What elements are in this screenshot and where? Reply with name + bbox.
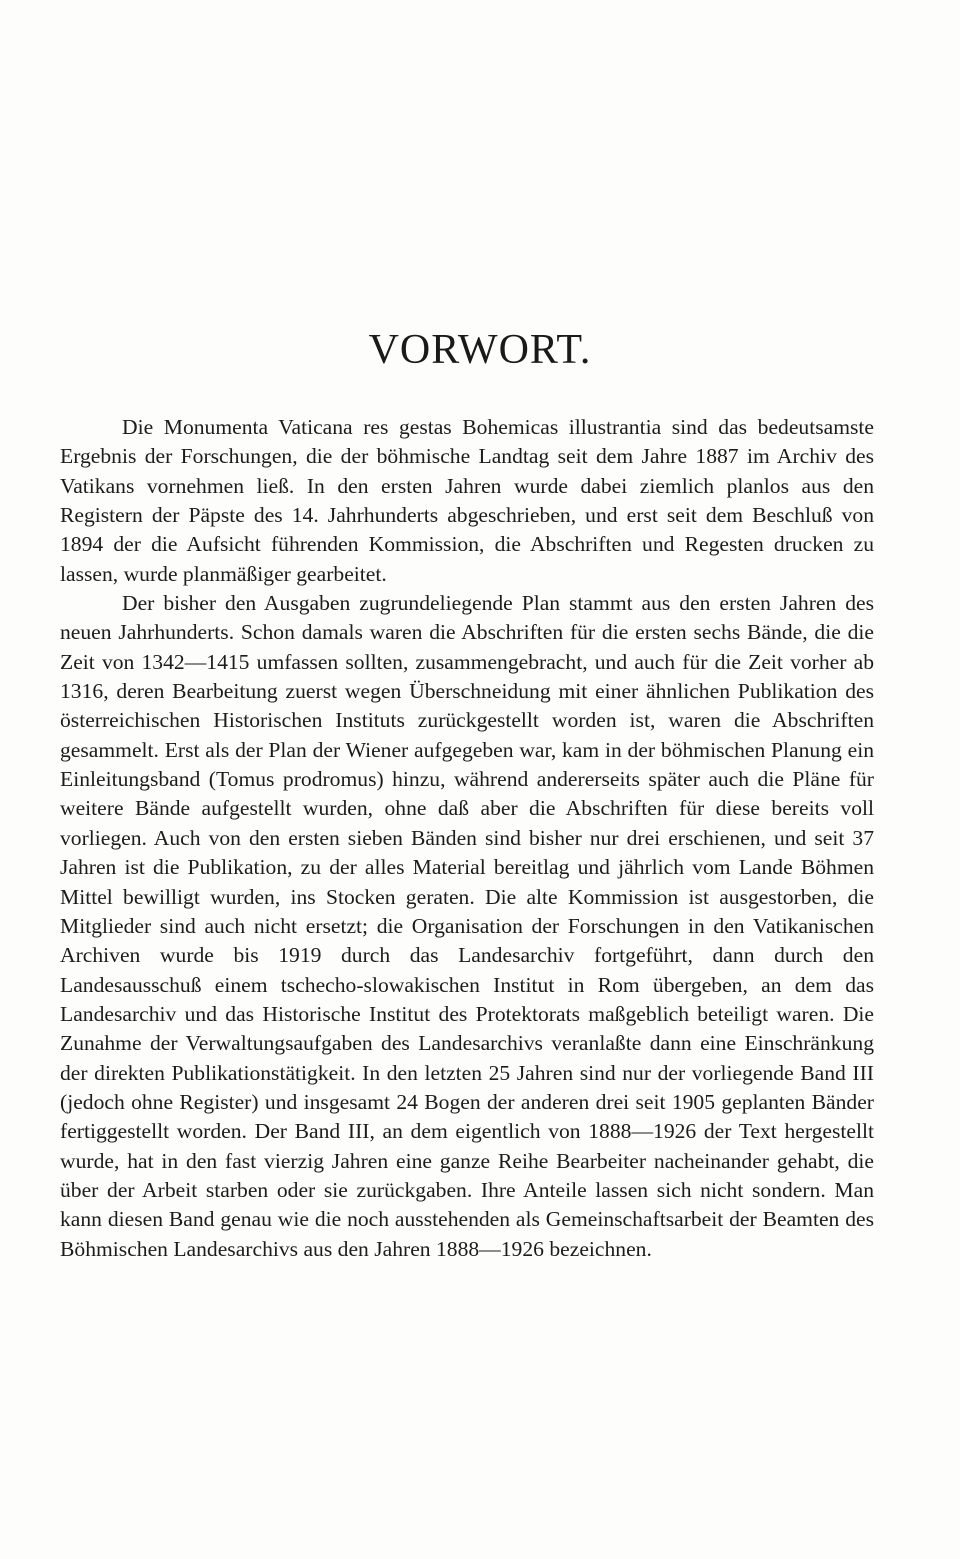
page-title: VORWORT. (368, 327, 592, 373)
body-text (60, 413, 874, 1264)
paragraph-2: Der bisher den Ausgaben zugrundeliegende Plan stammt aus den ersten Jahren des neuen Jahrhunderts. Schon damals waren die Abschriften für die ersten sechs Bände, die die Zeit von 1342—1415 umfassen sollten, zusammengebracht, und auch für die Zeit vorher ab 1316, deren Bearbeitung zuerst wegen Überschneidung mit einer ähnlichen Publikation des österreichischen Historischen Instituts zurückgestellt worden ist, waren die Abschriften gesammelt. Erst als der Plan der Wiener aufgegeben war, kam in der böhmischen Planung ein Einleitungsband (Tomus prodromus) hinzu, während andererseits später auch die Pläne für weitere Bände aufgestellt wurden, ohne daß aber die Abschriften für diese bereits voll vorliegen. Auch von den ersten sieben Bänden sind bisher nur drei erschienen, und seit 37 Jahren ist die Publikation, zu der alles Material bereitlag und jährlich vom Lande Böhmen Mittel bewilligt wurden, ins Stocken geraten. Die alte Kommission ist ausgestorben, die Mitglieder sind auch nicht ersetzt; die Organisation der Forschungen in den Vatikanischen Archiven wurde bis 1919 durch das Landesarchiv fortgeführt, dann durch den Landesausschuß einem tschecho-slowakischen Institut in Rom übergeben, an dem das Landesarchiv und das Historische Institut des Protektorats maßgeblich beteiligt waren. Die Zunahme der Verwaltungsaufgaben des Landesarchivs veranlaßte dann eine Einschränkung der direkten Publikationstätigkeit. In den letzten 25 Jahren sind nur der vorliegende Band III (jedoch ohne Register) und insgesamt 24 Bogen der anderen drei seit 1905 geplanten Bänder fertiggestellt worden. Der Band III, an dem eigentlich von 1888—1926 der Text hergestellt wurde, hat in den fast vierzig Jahren eine ganze Reihe Bearbeiter nacheinander gehabt, die über der Arbeit starben oder sie zurückgaben. Ihre Anteile lassen sich nicht sondern. Man kann diesen Band genau wie die noch ausstehenden als Gemeinschaftsarbeit der Beamten des Böhmischen Landesarchivs aus den Jahren 1888—1926 bezeichnen. (60, 591, 874, 1261)
paragraph-1: Die Monumenta Vaticana res gestas Bohemicas illustrantia sind das bedeutsamste Ergebnis der Forschungen, die der böhmische Landtag seit dem Jahre 1887 im Archiv des Vatikans vornehmen ließ. In den ersten Jahren wurde dabei ziemlich planlos aus den Registern der Päpste des 14. Jahrhunderts abgeschrieben, und erst seit dem Beschluß von 1894 der die Aufsicht führenden Kommission, die Abschriften und Regesten drucken zu lassen, wurde planmäßiger gearbeitet. (60, 415, 874, 586)
